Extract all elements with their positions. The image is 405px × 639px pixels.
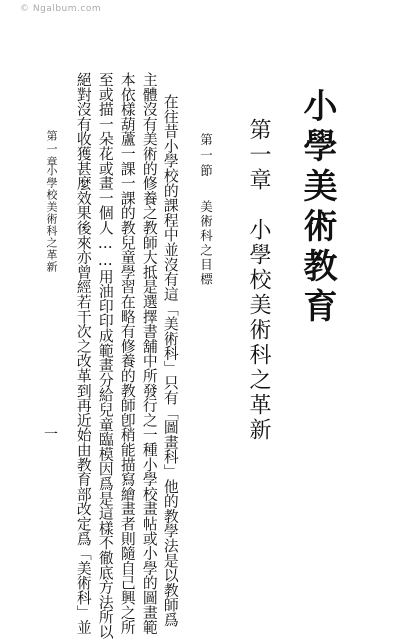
running-footer-chapter: 第一章 — [45, 130, 58, 169]
body-line-1: 在往昔小學校的課程中並沒有這「美術科」只有「圖畫科」他的教學法是以教師爲 — [161, 94, 179, 627]
body-line-3: 本依樣葫蘆一課一課的教兒童學習在略有修養的教師卽稍能描寫繪畫者則隨自己興之所 — [118, 72, 136, 635]
body-line-2: 主體沒有美術的修養之教師大抵是選擇書舖中所發行之一種小學校畫帖或小學的圖畫範 — [140, 72, 158, 635]
book-title: 小學美術教育 — [297, 88, 337, 328]
running-footer-title: 小學校美術科之革新 — [45, 165, 58, 273]
body-line-5: 絕對沒有收獲甚麼效果後來亦曾經若干次之改革到再近始由教育部改定爲「美術科」並 — [74, 72, 92, 635]
page-number: 一 — [44, 427, 58, 443]
chapter-title: 第一章 小學校美術科之革新 — [246, 118, 271, 443]
body-line-4: 至或描一朵花或畫一個人……用油印印成範畫分給兒童臨模因爲是這樣不徹底方法所以 — [96, 72, 114, 639]
watermark: © Ngalbum.com — [20, 4, 102, 14]
section-title: 美術科之目標 — [198, 200, 214, 287]
section-label: 第一節 — [198, 133, 214, 180]
